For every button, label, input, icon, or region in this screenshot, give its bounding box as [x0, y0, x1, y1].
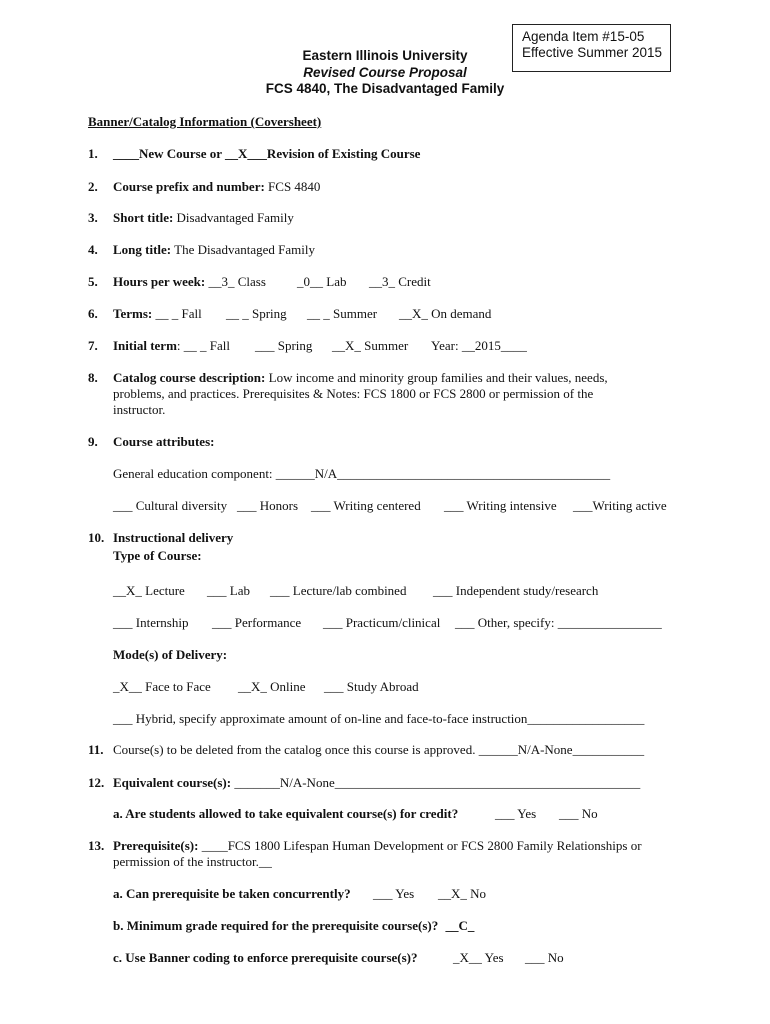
item-number: 9. — [88, 434, 98, 449]
item-number: 12. — [88, 775, 105, 790]
type-performance: ___ Performance — [212, 615, 302, 630]
gen-ed-component: General education component: ______N/A__________________________________________ — [113, 466, 611, 481]
attr-writing-intensive: ___ Writing intensive — [444, 498, 557, 513]
attr-honors: ___ Honors — [237, 498, 299, 513]
question-text: a. Are students allowed to take equivalent course(s) for credit? — [113, 806, 459, 821]
credit-hours: __3_ Credit — [369, 274, 431, 289]
field-value: Disadvantaged Family — [173, 210, 294, 225]
type-options-row-1 — [113, 583, 683, 599]
type-lecture: __X_ Lecture — [113, 583, 185, 598]
item-number: 8. — [88, 370, 98, 385]
minimum-grade-question — [113, 918, 683, 934]
field-label: Long title: — [113, 242, 172, 257]
type-lecture-lab: ___ Lecture/lab combined — [270, 583, 407, 598]
concurrent-question — [113, 886, 683, 902]
university-name: Eastern Illinois University — [302, 48, 468, 63]
course-title-header: FCS 4840, The Disadvantaged Family — [265, 81, 505, 96]
answer-yes: ___ Yes — [373, 886, 415, 901]
item-2 — [88, 179, 321, 195]
field-value: FCS 4840 — [264, 179, 321, 194]
item-11 — [88, 742, 645, 758]
type-independent-study: ___ Independent study/research — [433, 583, 599, 598]
catalog-description: Low income and minority group families and their values, needs, problems, and practices. Prerequisites & Notes: FCS 1800 or FCS 2800 or permission of the instructor. — [113, 370, 608, 417]
field-label: Short title: — [113, 210, 174, 225]
field-label: Terms: — [113, 306, 153, 321]
item-5 — [88, 274, 688, 290]
item-8 — [88, 370, 648, 418]
attr-writing-active: ___Writing active — [573, 498, 667, 513]
item-number: 10. — [88, 530, 105, 545]
delivery-study-abroad: ___ Study Abroad — [324, 679, 419, 694]
delivery-hybrid: ___ Hybrid, specify approximate amount of on-line and face-to-face instruction__________________ — [113, 711, 645, 726]
item-number: 1. — [88, 146, 98, 161]
item-number: 2. — [88, 179, 98, 194]
equivalent-courses: _______N/A-None_______________________________________________ — [231, 775, 641, 790]
field-value: The Disadvantaged Family — [171, 242, 315, 257]
equivalent-credit-question — [113, 806, 683, 822]
item-1 — [88, 146, 421, 162]
term-summer: __ _ Summer — [307, 306, 378, 321]
question-text: a. Can prerequisite be taken concurrently? — [113, 886, 351, 901]
type-options-row-2 — [113, 615, 683, 631]
item-3 — [88, 210, 294, 226]
initial-fall: : __ _ Fall — [176, 338, 230, 353]
answer-yes: ___ Yes — [495, 806, 537, 821]
item-13 — [88, 838, 683, 870]
type-practicum: ___ Practicum/clinical — [323, 615, 441, 630]
delivery-online: __X_ Online — [238, 679, 306, 694]
delivery-face-to-face: _X__ Face to Face — [113, 679, 211, 694]
agenda-item-number: Agenda Item #15-05 — [522, 29, 645, 44]
field-label: Prerequisite(s): — [113, 838, 199, 853]
item-number: 13. — [88, 838, 105, 853]
item-number: 7. — [88, 338, 98, 353]
term-spring: __ _ Spring — [226, 306, 287, 321]
field-label: Instructional delivery — [113, 530, 234, 545]
answer-no: __X_ No — [438, 886, 487, 901]
type-other: ___ Other, specify: ________________ — [455, 615, 662, 630]
type-of-course-label: Type of Course: — [113, 548, 202, 563]
item-number: 11. — [88, 742, 104, 757]
item-12 — [88, 775, 641, 791]
item-number: 3. — [88, 210, 98, 225]
agenda-effective-date: Effective Summer 2015 — [522, 45, 663, 60]
question-text: c. Use Banner coding to enforce prerequisite course(s)? — [113, 950, 418, 965]
term-on-demand: __X_ On demand — [399, 306, 492, 321]
field-label: Course prefix and number: — [113, 179, 265, 194]
field-label: Initial term — [113, 338, 177, 353]
field-label: Equivalent course(s): — [113, 775, 232, 790]
section-heading: Banner/Catalog Information (Coversheet) — [88, 114, 322, 129]
proposal-subtitle: Revised Course Proposal — [303, 65, 467, 80]
initial-summer: __X_ Summer — [332, 338, 409, 353]
item-number: 4. — [88, 242, 98, 257]
item-7 — [88, 338, 688, 354]
item-4 — [88, 242, 315, 258]
attr-cultural-diversity: ___ Cultural diversity — [113, 498, 228, 513]
item-number: 5. — [88, 274, 98, 289]
answer-no: ___ No — [525, 950, 564, 965]
item-6 — [88, 306, 688, 322]
item-9 — [88, 434, 215, 450]
item-number: 6. — [88, 306, 98, 321]
course-type-text: ____New Course or __X___Revision of Existing Course — [113, 146, 421, 161]
banner-coding-question — [113, 950, 683, 966]
prerequisites: ____FCS 1800 Lifespan Human Development or FCS 2800 Family Relationships or permission of the instructor.__ — [113, 838, 642, 869]
attr-writing-centered: ___ Writing centered — [311, 498, 421, 513]
mode-of-delivery-label: Mode(s) of Delivery: — [113, 647, 228, 662]
field-label: Course attributes: — [113, 434, 215, 449]
field-label: Hours per week: — [113, 274, 206, 289]
answer-no: ___ No — [559, 806, 598, 821]
delivery-options — [113, 679, 683, 695]
item-10 — [88, 530, 234, 546]
type-lab: ___ Lab — [207, 583, 250, 598]
type-internship: ___ Internship — [113, 615, 189, 630]
attribute-options — [113, 498, 683, 514]
initial-year: Year: __2015____ — [431, 338, 527, 353]
term-fall: __ _ Fall — [152, 306, 202, 321]
lab-hours: _0__ Lab — [297, 274, 347, 289]
minimum-grade-value: __C_ — [445, 918, 475, 933]
initial-spring: ___ Spring — [255, 338, 313, 353]
courses-to-delete: Course(s) to be deleted from the catalog once this course is approved. ______N/A-None___________ — [113, 742, 645, 757]
answer-yes: _X__ Yes — [453, 950, 504, 965]
class-hours: __3_ Class — [205, 274, 266, 289]
field-label: Catalog course description: — [113, 370, 266, 385]
question-text: b. Minimum grade required for the prerequisite course(s)? — [113, 918, 439, 933]
